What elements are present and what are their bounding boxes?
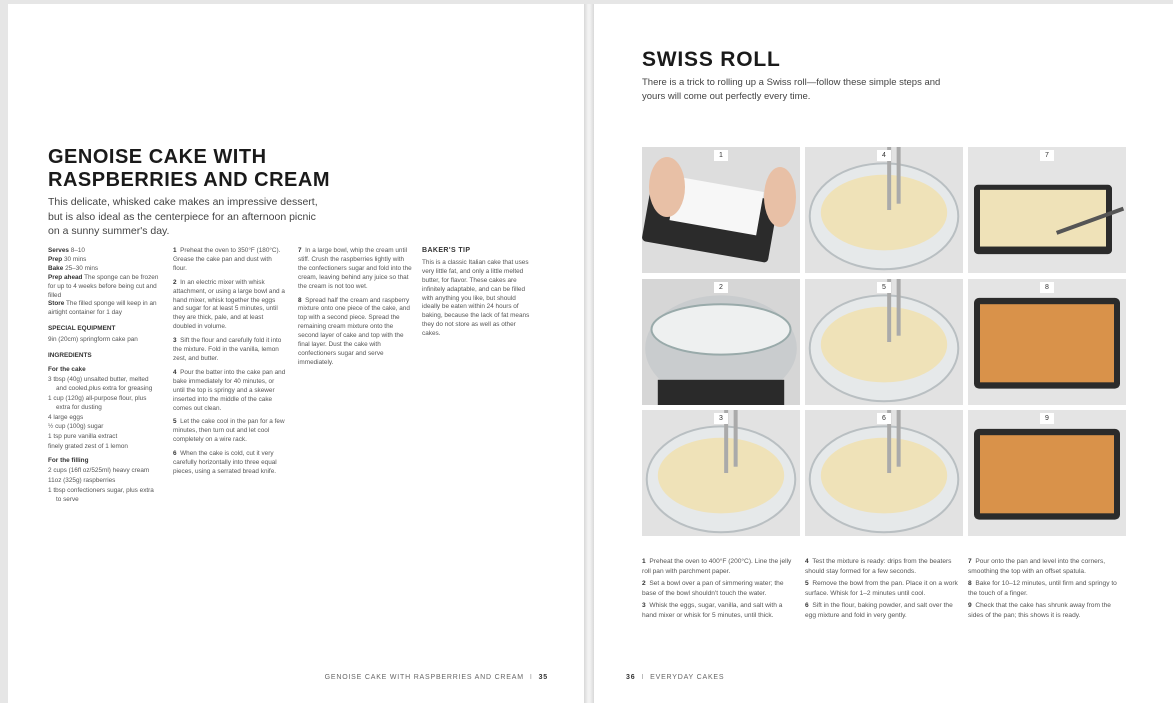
step-photo-image: [642, 279, 800, 405]
left-footer: [325, 674, 548, 681]
recipe-title: [48, 146, 368, 192]
ingredient-item: finely grated zest of 1 lemon: [48, 443, 128, 451]
method-step: 5 Let the cake cool in the pan for a few minutes, then turn out and let cool completely on a wire rack.: [173, 418, 285, 444]
step-photo-6: [805, 410, 963, 536]
method-step: 4 Pour the batter into the cake pan and bake immediately for 40 minutes, or until the top is springy and a skewer inserted into the middle of the cake comes out clean.: [173, 368, 286, 412]
meta-serves: Serves 8–10: [48, 247, 85, 254]
equipment-heading: SPECIAL EQUIPMENT: [48, 325, 116, 333]
footer-chapter: GENOISE CAKE WITH RASPBERRIES AND CREAM: [324, 674, 524, 681]
technique-steps-col1: [642, 557, 796, 624]
method-step: 3 Sift the flour and carefully fold it into the mixture. Fold in the vanilla, lemon zest, and butter.: [173, 337, 282, 362]
tip-text: This is a classic Italian cake that uses very little fat, and only a little melted butter, for flavor. These cakes are infinitely adaptable, and can be filled with anything you like, but should ideally be eaten within 24 hours of baking, because the lack of fat means they do not store as well as other cakes.: [422, 258, 530, 338]
technique-step: 2 Set a bowl over a pan of simmering water; the base of the bowl shouldn't touch the water.: [642, 580, 784, 597]
technique-step: 3 Whisk the eggs, sugar, vanilla, and salt with a hand mixer or whisk for 5 minutes, until thick.: [642, 602, 783, 619]
step-photo-4: [805, 147, 963, 273]
photo-number-label: 6: [877, 413, 891, 424]
photo-number-label: 9: [1040, 413, 1054, 424]
footer-separator: I: [641, 674, 645, 681]
step-photo-7: [968, 147, 1126, 273]
step-photo-3: [642, 410, 800, 536]
step-photo-9: [968, 410, 1126, 536]
step-photo-image: [968, 410, 1126, 536]
method-step: 1 Preheat the oven to 350°F (180°C). Grease the cake pan and dust with flour.: [173, 247, 281, 272]
method-step: 7 In a large bowl, whip the cream until stiff. Crush the raspberries lightly with the confectioners sugar and fold into the cream, leaving behind any juice so that the cream is not too wet.: [298, 247, 412, 290]
left-page: [8, 4, 584, 703]
right-page: [594, 4, 1173, 703]
filling-subheading: For the filling: [48, 457, 89, 465]
ingredient-item: 1 cup (120g) all-purpose flour, plus extra for dusting: [48, 394, 147, 411]
cake-subheading: For the cake: [48, 365, 86, 373]
step-photo-8: [968, 279, 1126, 405]
technique-step: 7 Pour onto the pan and level into the corners, smoothing the top with an offset spatula.: [968, 558, 1106, 575]
photo-number-label: 3: [714, 413, 728, 424]
technique-step: 5 Remove the bowl from the pan. Place it on a work surface. Whisk for 1–2 minutes until cool.: [805, 580, 958, 597]
title-line-1: GENOISE CAKE WITH: [48, 146, 267, 168]
step-photo-image: [805, 147, 963, 273]
tip-heading: BAKER'S TIP: [422, 247, 471, 254]
footer-separator: I: [529, 674, 533, 681]
page-number: 35: [538, 674, 548, 681]
ingredient-item: 11oz (325g) raspberries: [48, 476, 116, 484]
footer-chapter: EVERYDAY CAKES: [650, 674, 725, 681]
photo-number-label: 5: [877, 282, 891, 293]
ingredients-heading: INGREDIENTS: [48, 352, 92, 360]
equipment-text: 9in (20cm) springform cake pan: [48, 336, 138, 344]
step-photo-1: [642, 147, 800, 273]
meta-prep-ahead: Prep ahead The sponge can be frozen for up to 4 weeks before being cut and filled: [48, 273, 159, 299]
technique-steps-col3: [968, 557, 1122, 624]
step-photo-image: [642, 410, 800, 536]
ingredient-item: ½ cup (100g) sugar: [48, 423, 104, 431]
technique-step: 1 Preheat the oven to 400°F (200°C). Line the jelly roll pan with parchment paper.: [642, 558, 792, 575]
step-photo-5: [805, 279, 963, 405]
right-footer: [626, 674, 724, 681]
step-photo-image: [805, 410, 963, 536]
title-line-2: RASPBERRIES AND CREAM: [48, 169, 331, 191]
bakers-tip: [422, 247, 534, 339]
technique-step: 8 Bake for 10–12 minutes, until firm and springy to the touch of a finger.: [968, 580, 1117, 597]
recipe-meta-column: [48, 247, 160, 505]
book-gutter: [584, 4, 594, 703]
photo-number-label: 8: [1040, 282, 1054, 293]
technique-step: 4 Test the mixture is ready: drips from the beaters should stay formed for a few seconds.: [805, 558, 952, 575]
method-step: 6 When the cake is cold, cut it very carefully horizontally into three equal pieces, using a serrated bread knife.: [173, 450, 277, 475]
step-photo-image: [968, 279, 1126, 405]
photo-number-label: 2: [714, 282, 728, 293]
recipe-intro: This delicate, whisked cake makes an impressive dessert, but is also ideal as the centerpiece for an afternoon picnic on a sunny summer's day.: [48, 196, 318, 237]
method-step: 2 In an electric mixer with whisk attachment, or using a large bowl and a hand mixer, whisk together the eggs and sugar for at least 5 minutes, until they are thick, pale, and at least doubled in volume.: [173, 278, 285, 331]
technique-intro: There is a trick to rolling up a Swiss roll—follow these simple steps and yours will come out perfectly every time.: [642, 77, 941, 102]
step-photo-image: [642, 147, 800, 273]
ingredient-item: 1 tsp pure vanilla extract: [48, 433, 118, 441]
technique-step: 6 Sift in the flour, baking powder, and salt over the egg mixture and fold in very gently.: [805, 602, 953, 619]
meta-bake: Bake 25–30 mins: [48, 264, 99, 272]
method-step: 8 Spread half the cream and raspberry mixture onto one piece of the cake, and top with a second piece. Spread the remaining cream mixture onto the second layer of cake and top with the final layer. Dust the cake with confectioners sugar and serve immediately.: [298, 296, 410, 366]
meta-prep: Prep 30 mins: [48, 255, 87, 263]
step-photo-image: [968, 147, 1126, 273]
ingredient-item: 1 tbsp confectioners sugar, plus extra to serve: [48, 486, 154, 503]
photo-number-label: 7: [1040, 150, 1054, 161]
ingredient-item: 2 cups (16fl oz/525ml) heavy cream: [48, 467, 150, 475]
page-number: 36: [626, 674, 636, 681]
technique-steps-col2: [805, 557, 959, 624]
method-column-1: [173, 247, 287, 482]
photo-number-label: 4: [877, 150, 891, 161]
meta-store: Store The filled sponge will keep in an airtight container for 1 day: [48, 300, 157, 317]
technique-step: 9 Check that the cake has shrunk away from the sides of the pan; this shows it is ready.: [968, 602, 1111, 619]
photo-number-label: 1: [714, 150, 728, 161]
ingredient-item: 4 large eggs: [48, 413, 84, 421]
ingredient-item: 3 tbsp (40g) unsalted butter, melted and cooled,plus extra for greasing: [48, 375, 153, 392]
method-column-2: [298, 247, 412, 373]
step-photo-2: [642, 279, 800, 405]
step-photo-image: [805, 279, 963, 405]
technique-title: SWISS ROLL: [642, 48, 781, 71]
